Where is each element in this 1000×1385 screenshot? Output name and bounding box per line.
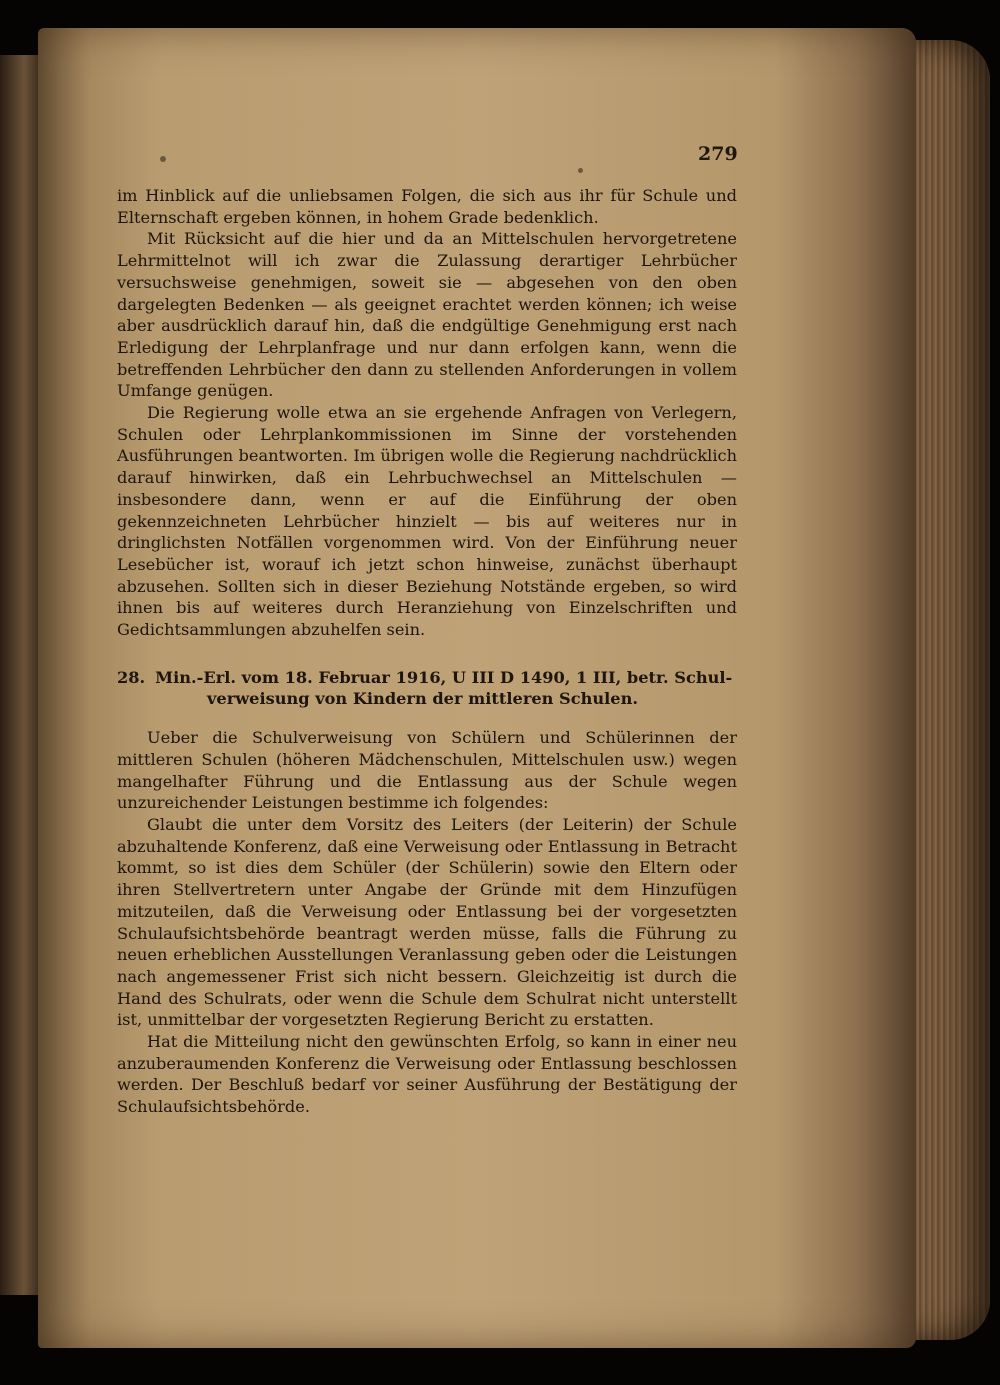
paragraph: Hat die Mitteilung nicht den gewünschten Erfolg, so kann in einer neu anzuberaumenden Konferenz die Verweisung oder Entlassung beschlossen werden. Der Beschluß bedarf vor seiner Ausführung der Bestätigung der Schulaufsichtsbehörde. [117, 1032, 737, 1117]
paragraph-continued: im Hinblick auf die unliebsamen Folgen, die sich aus ihr für Schule und Elternschaft ergeben können, in hohem Grade bedenklich. [117, 186, 737, 227]
section-heading [117, 667, 737, 710]
paragraph: Die Regierung wolle etwa an sie ergehende Anfragen von Verlegern, Schulen oder Lehrplankommissionen im Sinne der vorstehenden Ausführungen beantworten. Im übrigen wolle die Regierung nachdrücklich darauf hinwirken, daß ein Lehrbuchwechsel an Mittelschulen — insbesondere dann, wenn er auf die Einführung der oben gekennzeichneten Lehrbücher hinzielt — bis auf weiteres nur in dringlichsten Notfällen vorgenommen wird. Von der Einführung neuer Lesebücher ist, worauf ich jetzt schon hinweise, zunächst überhaupt abzusehen. Sollten sich in dieser Beziehung Notstände ergeben, so wird ihnen bis auf weiteres durch Heranziehung von Einzelschriften und Gedichtsammlungen abzuhelfen sein. [117, 403, 737, 640]
page-number: 279 [698, 143, 738, 165]
paper-speck [578, 168, 583, 173]
previous-page-edge [0, 55, 40, 1295]
section-number: 28. [117, 667, 146, 687]
body-text [117, 185, 737, 1118]
section-title-line1: Min.-Erl. vom 18. Februar 1916, U III D 1490, 1 III, betr. Schul- [155, 667, 733, 687]
paragraph: Glaubt die unter dem Vorsitz des Leiters (der Leiterin) der Schule abzuhaltende Konferenz, daß eine Verweisung oder Entlassung in Betracht kommt, so ist dies dem Schüler (der Schülerin) sowie den Eltern oder ihren Stellvertretern unter Angabe der Gründe mit dem Hinzufügen mitzuteilen, daß die Verweisung oder Entlassung bei der vorgesetzten Schulaufsichtsbehörde beantragt werden müsse, falls die Führung zu neuen erheblichen Ausstellungen Veranlassung geben oder die Leistungen nach angemessener Frist sich nicht bessern. Gleichzeitig ist durch die Hand des Schulrats, oder wenn die Schule dem Schulrat nicht unterstellt ist, unmittelbar der vorgesetzten Regierung Bericht zu erstatten. [117, 814, 737, 1030]
section-title-line2: verweisung von Kindern der mittleren Schulen. [207, 689, 639, 709]
paragraph: Ueber die Schulverweisung von Schülern und Schülerinnen der mittleren Schulen (höheren Mädchenschulen, Mittelschulen usw.) wegen mangelhafter Führung und die Entlassung aus der Schule wegen unzureichender Leistungen bestimme ich folgendes: [117, 728, 737, 813]
paper-speck [160, 156, 166, 162]
paragraph: Mit Rücksicht auf die hier und da an Mittelschulen hervorgetretene Lehrmittelnot will ich zwar die Zulassung derartiger Lehrbücher versuchsweise genehmigen, soweit sie — abgesehen von den oben dargelegten Bedenken — als geeignet erachtet werden können; ich weise aber ausdrücklich darauf hin, daß die endgültige Genehmigung erst nach Erledigung der Lehrplanfrage und nur dann erfolgen kann, wenn die betreffenden Lehrbücher den dann zu stellenden Anforderungen in vollem Umfange genügen. [117, 229, 737, 401]
